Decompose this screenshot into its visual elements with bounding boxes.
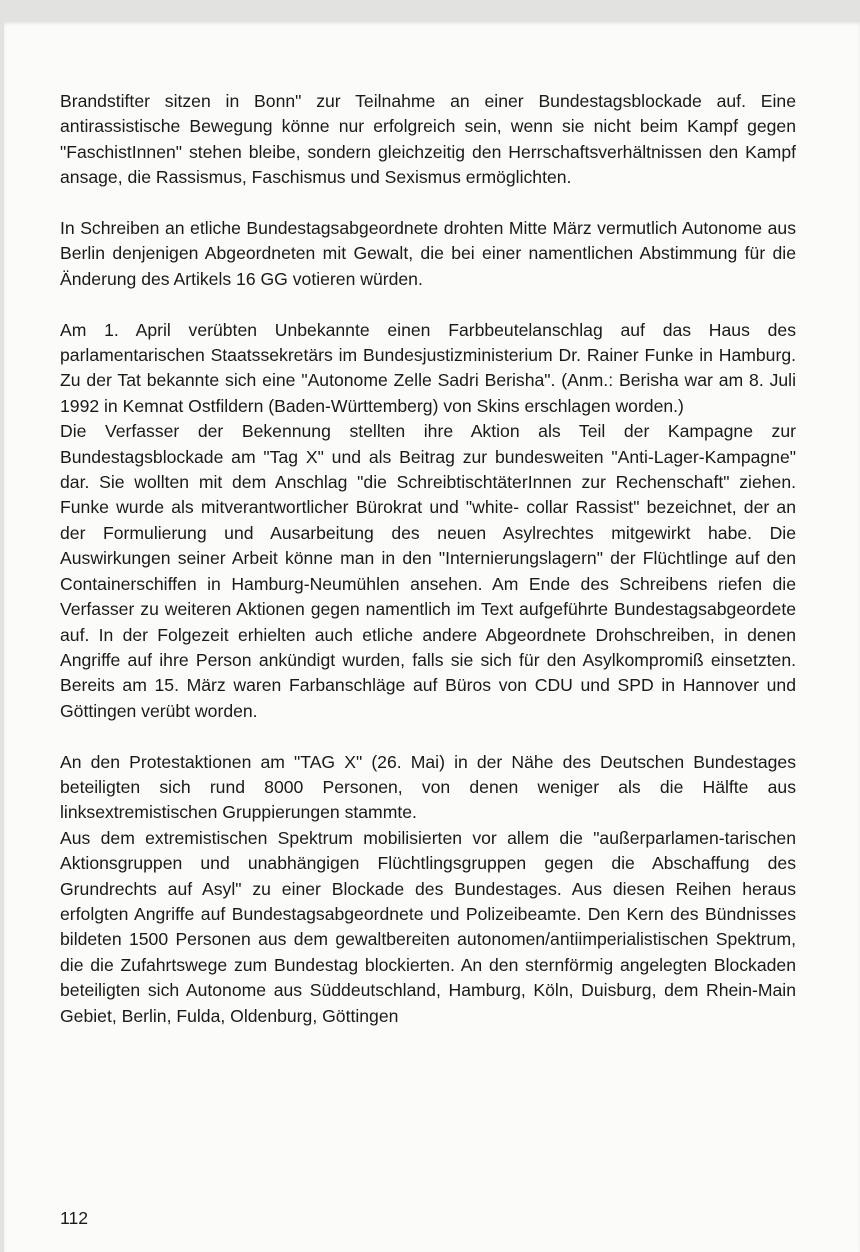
- paragraph-5: An den Protestaktionen am "TAG X" (26. Mai) in der Nähe des Deutschen Bundestages beteiligten sich rund 8000 Personen, von denen weniger als die Hälfte aus linksextremistischen Gruppierungen stammte.: [60, 751, 796, 823]
- paragraph-6: Aus dem extremistischen Spektrum mobilisierten vor allem die "außerparlamen-tarischen Aktionsgruppen und unabhängigen Flüchtlingsgruppen gegen die Abschaffung des Grundrechts auf Asyl" zu einer Blockade des Bundestages. Aus diesen Reihen heraus erfolgten Angriffe auf Bundestagsabgeordnete und Polizeibeamte. Den Kern des Bündnisses bildeten 1500 Personen aus dem gewaltbereiten autonomen/antiimperialistischen Spektrum, die die Zufahrtswege zum Bundestag blockierten. An den sternförmig angelegten Blockaden beteiligten sich Autonome aus Süddeutschland, Hamburg, Köln, Duisburg, dem Rhein-Main Gebiet, Berlin, Fulda, Oldenburg, Göttingen: [60, 827, 796, 1026]
- paragraph-3: Am 1. April verübten Unbekannte einen Farbbeutelanschlag auf das Haus des parlamentarischen Staatssekretärs im Bundesjustizministerium Dr. Rainer Funke in Hamburg. Zu der Tat bekannte sich eine "Autonome Zelle Sadri Berisha". (Anm.: Berisha war am 8. Juli 1992 in Kemnat Ostfildern (Baden-Württemberg) von Skins erschlagen worden.): [60, 319, 796, 416]
- document-page: [4, 22, 860, 1252]
- paragraph-1: Brandstifter sitzen in Bonn" zur Teilnahme an einer Bundestagsblockade auf. Eine antirassistische Bewegung könne nur erfolgreich sein, wenn sie nicht beim Kampf gegen "FaschistInnen" stehen bleibe, sondern gleichzeitig den Herrschaftsverhältnissen den Kampf ansage, die Rassismus, Faschismus und Sexismus ermöglichten.: [60, 91, 796, 188]
- paragraph-2: In Schreiben an etliche Bundestagsabgeordnete drohten Mitte März vermutlich Autonome aus Berlin denjenigen Abgeordneten mit Gewalt, die bei einer namentlichen Abstimmung für die Änderung des Artikels 16 GG votieren würden.: [60, 218, 796, 289]
- paragraph-4: Die Verfasser der Bekennung stellten ihre Aktion als Teil der Kampagne zur Bundestagsblockade am "Tag X" und als Beitrag zur bundesweiten "Anti-Lager-Kampagne" dar. Sie wollten mit dem Anschlag "die SchreibtischtäterInnen zur Rechenschaft" ziehen. Funke wurde als mitverantwortlicher Bürokrat und "white- collar Rassist" bezeichnet, der an der Formulierung und Ausarbeitung des neuen Asylrechtes mitgewirkt habe. Die Auswirkungen seiner Arbeit könne man in den "Internierungslagern" der Flüchtlinge auf den Containerschiffen in Hamburg-Neumühlen ansehen. Am Ende des Schreibens riefen die Verfasser zu weiteren Aktionen gegen namentlich im Text aufgeführte Bundestagsabgeordete auf. In der Folgezeit erhielten auch etliche andere Abgeordnete Drohschreiben, in denen Angriffe auf ihre Person ankündigt wurden, falls sie sich für den Asylkompromiß einsetzten. Bereits am 15. März waren Farbanschläge auf Büros von CDU und SPD in Hannover und Göttingen verübt worden.: [60, 421, 796, 721]
- page-number: 112: [60, 1208, 89, 1228]
- body-text: [60, 89, 796, 1029]
